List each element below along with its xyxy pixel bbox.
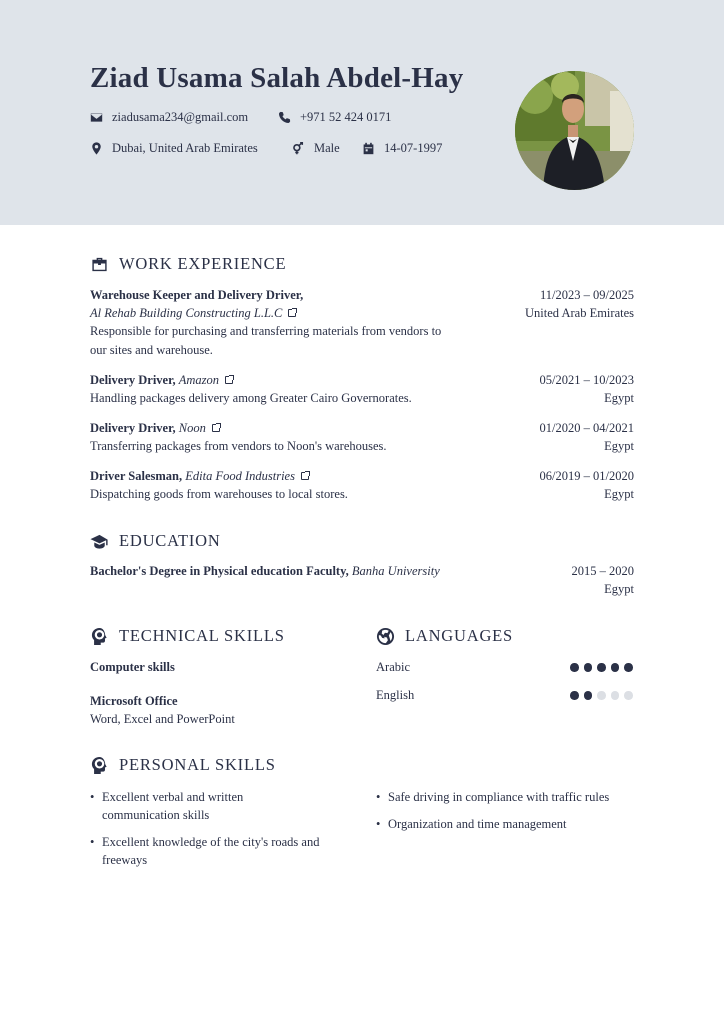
head-gear-icon	[90, 627, 109, 646]
education-entry	[90, 562, 440, 580]
personal-skill-item	[90, 788, 360, 824]
job-2-company[interactable]: Amazon	[178, 373, 220, 387]
language-2-rating	[570, 691, 633, 700]
education-heading	[90, 531, 221, 551]
job-4-dates: 06/2019 – 01/2020	[539, 469, 634, 483]
personal-skill-line: freeways	[102, 853, 148, 867]
rating-dot-filled	[570, 691, 579, 700]
external-link-icon	[288, 309, 296, 317]
head-gear-icon	[90, 756, 109, 775]
job-2-desc: Handling packages delivery among Greater Cairo Governorates.	[90, 391, 412, 405]
gender-contact	[292, 141, 340, 156]
location-pin-icon	[90, 142, 103, 155]
personal-skill-line: Safe driving in compliance with traffic rules	[388, 790, 610, 804]
education-location: Egypt	[604, 582, 634, 596]
job-2-header	[90, 371, 233, 389]
technical-skills-title: TECHNICAL SKILLS	[119, 626, 285, 645]
job-1-desc-line-1: Responsible for purchasing and transferring materials from vendors to	[90, 324, 442, 338]
birthdate-contact	[362, 141, 442, 156]
job-3-header	[90, 419, 220, 437]
external-link-icon	[212, 424, 220, 432]
job-4-role: Driver Salesman,	[90, 469, 183, 483]
language-1-name: Arabic	[376, 660, 411, 674]
location-contact	[90, 141, 258, 156]
languages-heading	[376, 626, 513, 646]
job-4-company[interactable]: Edita Food Industries	[185, 469, 295, 483]
job-3-role: Delivery Driver,	[90, 421, 176, 435]
personal-skill-item	[376, 788, 646, 806]
job-2-location: Egypt	[604, 391, 634, 405]
education-title: EDUCATION	[119, 531, 221, 550]
work-experience-heading	[90, 254, 286, 274]
briefcase-icon	[90, 255, 109, 274]
job-1-company: Al Rehab Building Constructing L.L.C	[90, 306, 283, 320]
rating-dot-empty	[597, 691, 606, 700]
languages-title: LANGUAGES	[405, 626, 514, 645]
job-1-company-link[interactable]	[90, 304, 296, 322]
job-1-role: Warehouse Keeper and Delivery Driver,	[90, 288, 304, 302]
external-link-icon	[301, 472, 309, 480]
job-3-desc: Transferring packages from vendors to Noon's warehouses.	[90, 439, 387, 453]
gender-icon	[292, 142, 305, 155]
job-4-location: Egypt	[604, 487, 634, 501]
phone-icon	[278, 111, 291, 124]
education-dates: 2015 – 2020	[571, 564, 634, 578]
personal-skill-item	[90, 833, 360, 869]
job-4-desc: Dispatching goods from warehouses to local stores.	[90, 487, 348, 501]
personal-skill-line: Excellent verbal and written	[102, 790, 244, 804]
technical-skill-2-name: Microsoft Office	[90, 694, 178, 708]
job-1-dates: 11/2023 – 09/2025	[540, 288, 634, 302]
rating-dot-filled	[570, 663, 579, 672]
technical-skill-1-name: Computer skills	[90, 660, 175, 674]
job-2-role: Delivery Driver,	[90, 373, 176, 387]
rating-dot-empty	[611, 691, 620, 700]
work-experience-title: WORK EXPERIENCE	[119, 254, 287, 273]
job-3-location: Egypt	[604, 439, 634, 453]
graduation-cap-icon	[90, 532, 109, 551]
profile-photo	[515, 71, 634, 190]
rating-dot-empty	[624, 691, 633, 700]
gender-text: Male	[314, 141, 340, 155]
education-degree: Bachelor's Degree in Physical education Faculty,	[90, 564, 349, 578]
rating-dot-filled	[597, 663, 606, 672]
candidate-name: Ziad Usama Salah Abdel-Hay	[90, 62, 464, 94]
external-link-icon	[225, 376, 233, 384]
email-contact[interactable]	[90, 110, 248, 125]
rating-dot-filled	[611, 663, 620, 672]
technical-skills-heading	[90, 626, 285, 646]
calendar-icon	[362, 142, 375, 155]
personal-skill-item	[376, 815, 646, 833]
location-text: Dubai, United Arab Emirates	[112, 141, 258, 155]
job-2-dates: 05/2021 – 10/2023	[539, 373, 634, 387]
job-4-header	[90, 467, 309, 485]
job-1-location: United Arab Emirates	[525, 306, 634, 320]
rating-dot-filled	[624, 663, 633, 672]
email-text: ziadusama234@gmail.com	[112, 110, 249, 124]
phone-contact[interactable]	[278, 110, 391, 125]
personal-skills-title: PERSONAL SKILLS	[119, 755, 276, 774]
language-2-name: English	[376, 688, 415, 702]
personal-skill-line: Excellent knowledge of the city's roads and	[102, 835, 320, 849]
personal-skills-heading	[90, 755, 276, 775]
job-1-desc-line-2: our sites and warehouse.	[90, 343, 213, 357]
phone-text: +971 52 424 0171	[300, 110, 392, 124]
rating-dot-filled	[584, 663, 593, 672]
personal-skill-line: communication skills	[102, 808, 210, 822]
rating-dot-filled	[584, 691, 593, 700]
globe-icon	[376, 627, 395, 646]
technical-skill-2-detail: Word, Excel and PowerPoint	[90, 712, 235, 726]
language-1-rating	[570, 663, 633, 672]
job-3-dates: 01/2020 – 04/2021	[539, 421, 634, 435]
personal-skill-line: Organization and time management	[388, 817, 567, 831]
job-3-company[interactable]: Noon	[178, 421, 206, 435]
birthdate-text: 14-07-1997	[384, 141, 443, 155]
envelope-icon	[90, 111, 103, 124]
education-school: Banha University	[351, 564, 440, 578]
